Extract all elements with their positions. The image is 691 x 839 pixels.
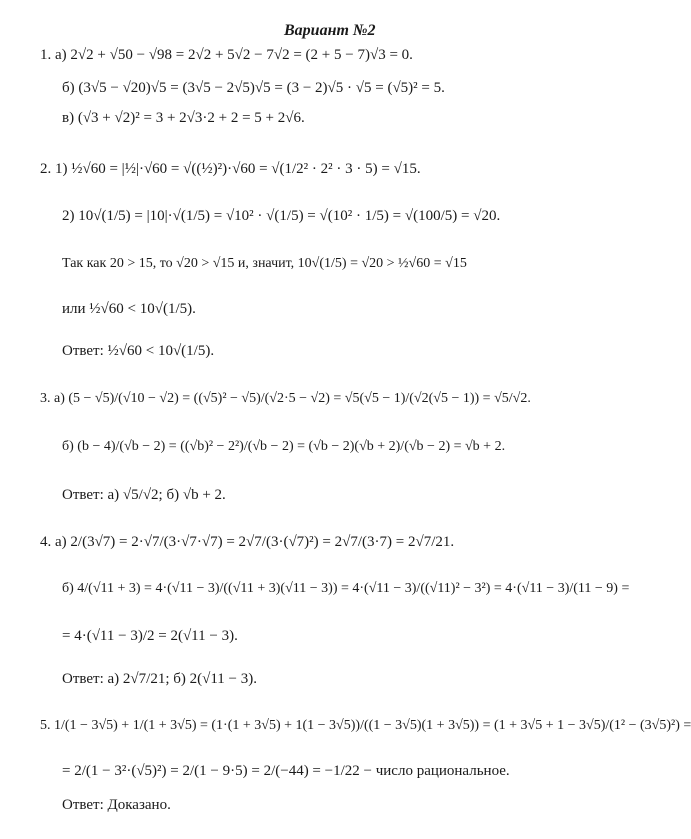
problem-2-answer: Ответ: ½√60 < 10√(1/5). bbox=[62, 343, 215, 359]
problem-3b: б) (b − 4)/(√b − 2) = ((√b)² − 2²)/(√b − 2) = (√b − 2)(√b + 2)/(√b − 2) = √b + 2. bbox=[62, 439, 506, 454]
problem-4a: 4. а) 2/(3√7) = 2·√7/(3·√7·√7) = 2√7/(3·(√7)²) = 2√7/(3·7) = 2√7/21. bbox=[40, 534, 455, 550]
problem-1c: в) (√3 + √2)² = 3 + 2√3·2 + 2 = 5 + 2√6. bbox=[62, 110, 305, 126]
problem-5-answer: Ответ: Доказано. bbox=[62, 797, 171, 813]
page-title: Вариант №2 bbox=[284, 22, 376, 39]
problem-5: 5. 1/(1 − 3√5) + 1/(1 + 3√5) = (1·(1 + 3√5) + 1(1 − 3√5))/((1 − 3√5)(1 + 3√5)) = (1 + 3√5 + 1 − 3√5)/(1² − (3√5)²) = bbox=[40, 718, 691, 733]
problem-5-cont: = 2/(1 − 3²·(√5)²) = 2/(1 − 9·5) = 2/(−44) = −1/22 − число рациональное. bbox=[62, 763, 510, 779]
problem-4b: б) 4/(√11 + 3) = 4·(√11 − 3)/((√11 + 3)(√11 − 3)) = 4·(√11 − 3)/((√11)² − 3²) = 4·(√11 − 3)/(11 − 9) = bbox=[62, 581, 630, 596]
problem-2-or: или ½√60 < 10√(1/5). bbox=[62, 301, 196, 317]
problem-1b: б) (3√5 − √20)√5 = (3√5 − 2√5)√5 = (3 − 2)√5 · √5 = (√5)² = 5. bbox=[62, 80, 445, 96]
problem-2-compare: Так как 20 > 15, то √20 > √15 и, значит, 10√(1/5) = √20 > ½√60 = √15 bbox=[62, 256, 467, 271]
problem-4-answer: Ответ: а) 2√7/21; б) 2(√11 − 3). bbox=[62, 671, 257, 687]
problem-2-2: 2) 10√(1/5) = |10|·√(1/5) = √10² · √(1/5) = √(10² · 1/5) = √(100/5) = √20. bbox=[62, 208, 501, 224]
problem-4b-cont: = 4·(√11 − 3)/2 = 2(√11 − 3). bbox=[62, 628, 238, 644]
problem-1a: 1. а) 2√2 + √50 − √98 = 2√2 + 5√2 − 7√2 = (2 + 5 − 7)√3 = 0. bbox=[40, 47, 413, 63]
problem-3-answer: Ответ: а) √5/√2; б) √b + 2. bbox=[62, 487, 226, 503]
problem-3a: 3. а) (5 − √5)/(√10 − √2) = ((√5)² − √5)/(√2·5 − √2) = √5(√5 − 1)/(√2(√5 − 1)) = √5/√2. bbox=[40, 391, 531, 406]
problem-2-1: 2. 1) ½√60 = |½|·√60 = √((½)²)·√60 = √(1/2² · 2² · 3 · 5) = √15. bbox=[40, 161, 421, 177]
